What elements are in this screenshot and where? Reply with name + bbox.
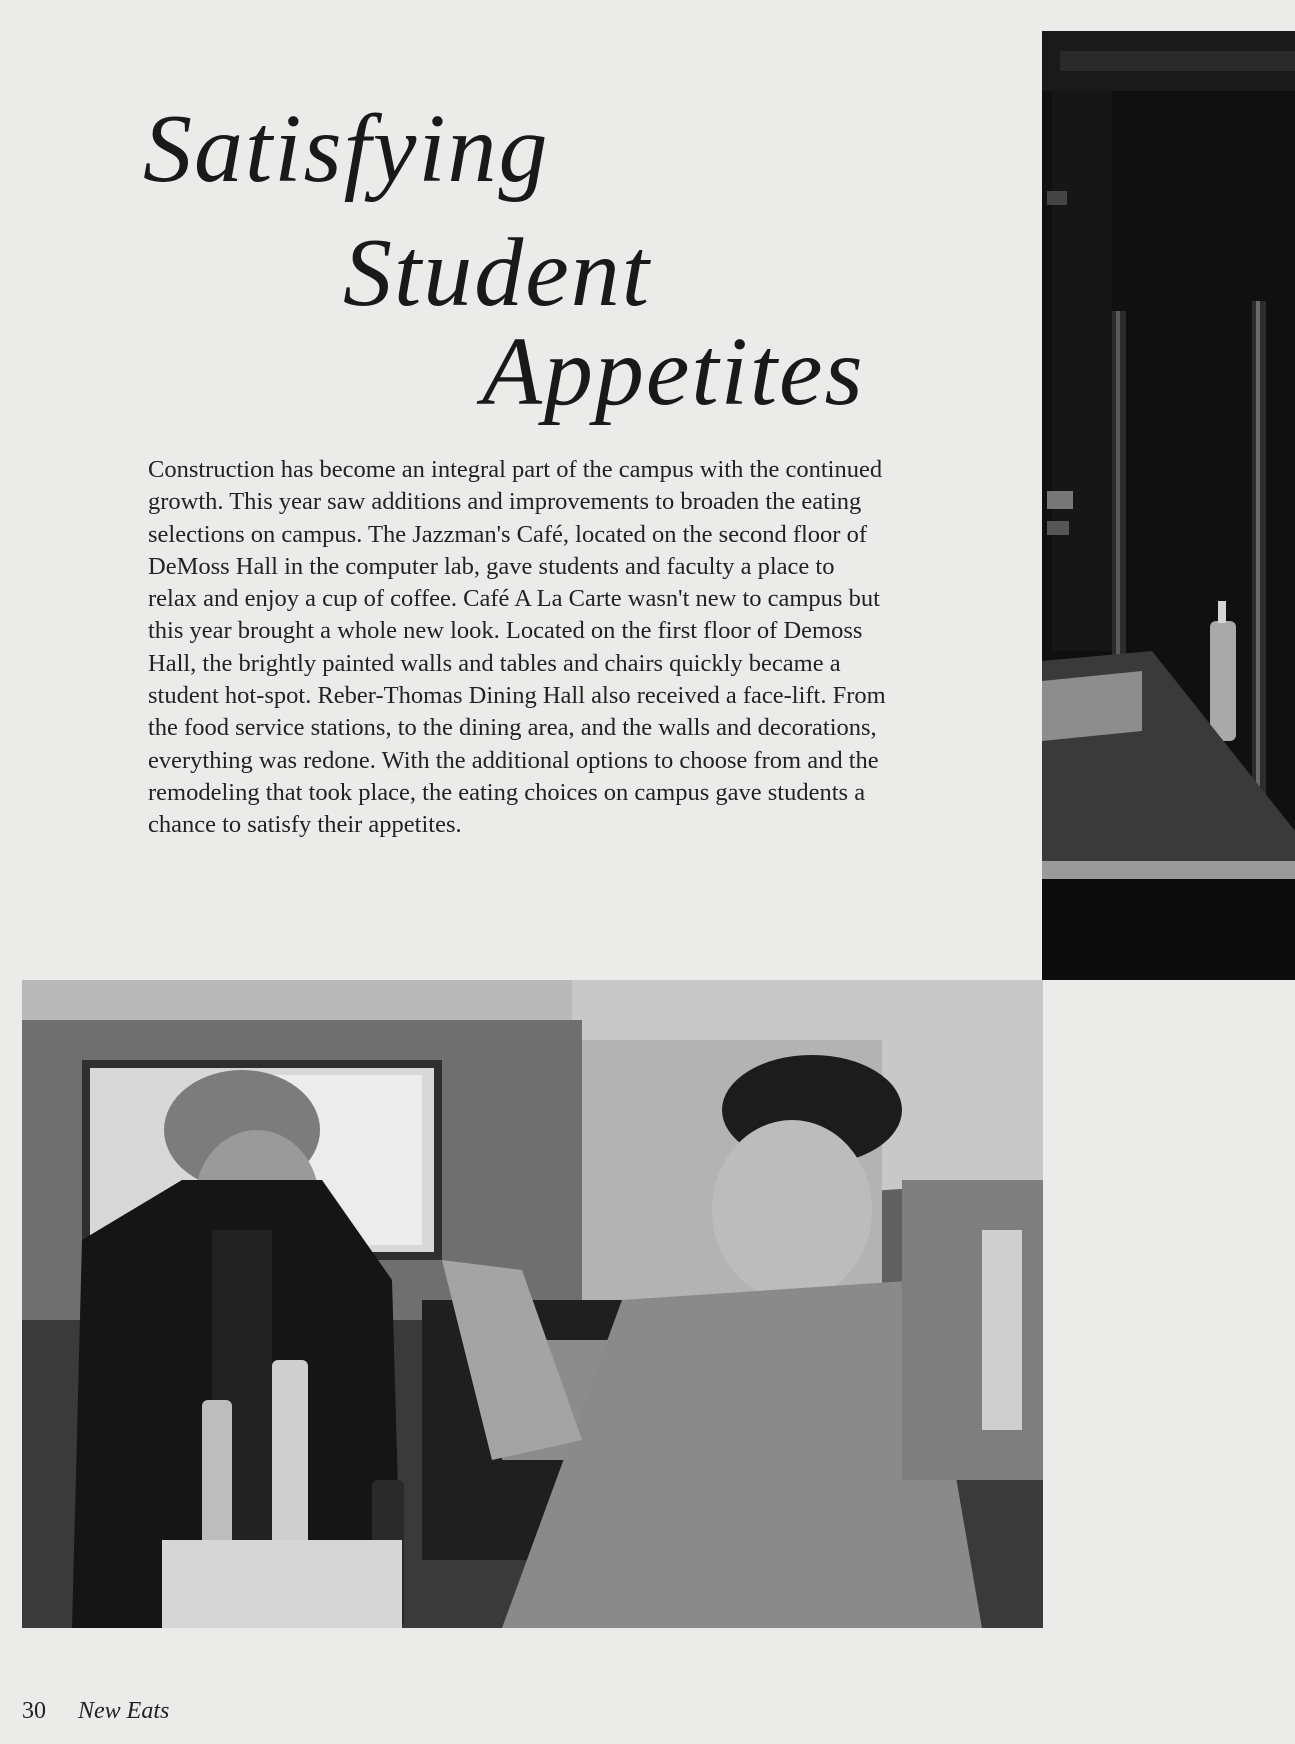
- counter-photo: [1042, 31, 1295, 980]
- title-line-3: Appetites: [482, 318, 865, 426]
- title-line-2: Student: [343, 219, 651, 327]
- section-name: New Eats: [78, 1698, 170, 1724]
- counter-photo-image: [1042, 31, 1295, 980]
- page-number: 30: [22, 1698, 46, 1724]
- cafe-register-photo-image: [22, 980, 1043, 1628]
- cafe-register-photo: [22, 980, 1043, 1628]
- title-line-1: Satisfying: [143, 95, 550, 203]
- article-body: Construction has become an integral part of the campus with the continued growth. This year saw additions and improvements to broaden the eating selections on campus. The Jazzman's Café, located on the second floor of DeMoss Hall in the computer lab, gave students and faculty a place to relax and enjoy a cup of coffee. Café A La Carte wasn't new to campus but this year brought a whole new look. Located on the first floor of Demoss Hall, the brightly painted walls and tables and chairs quickly became a student hot-spot. Reber-Thomas Dining Hall also received a face-lift. From the food service stations, to the dining area, and the walls and decorations, everything was redone. With the additional options to choose from and the remodeling that took place, the eating choices on campus gave students a chance to satisfy their appetites.: [148, 456, 886, 839]
